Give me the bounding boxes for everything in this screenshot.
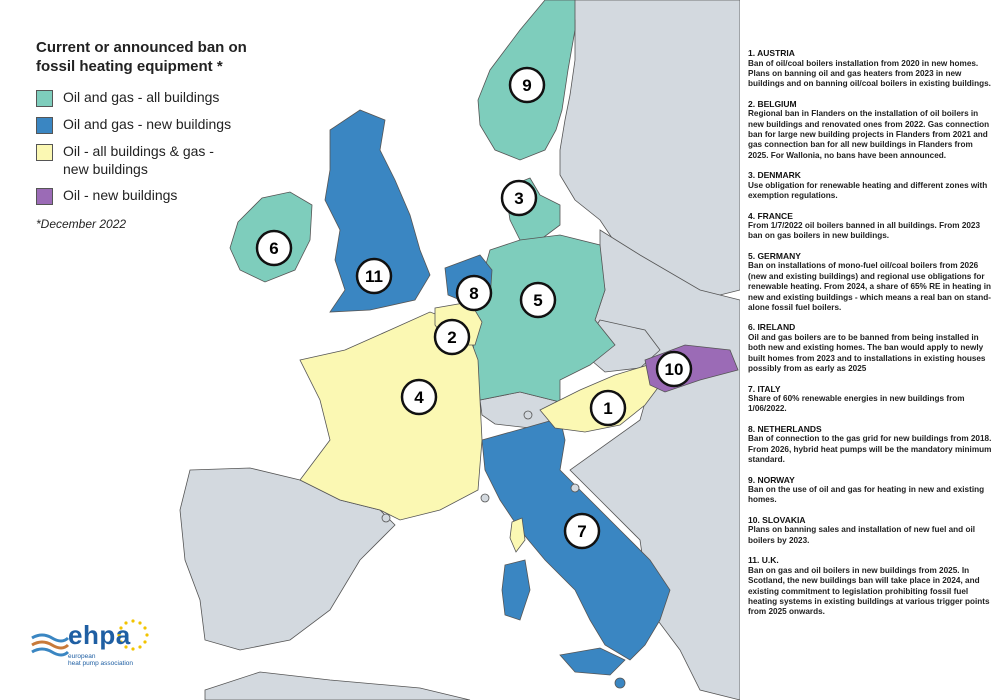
legend-item-oil-new — [36, 186, 296, 205]
marker-1-number: 1 — [603, 399, 613, 418]
legend-swatch — [36, 188, 53, 205]
marker-6 — [257, 231, 291, 265]
legend-item-oil-all-gas-new — [36, 142, 296, 178]
marker-5 — [521, 283, 555, 317]
legend-label: Oil and gas - all buildings — [63, 89, 220, 105]
marker-11-number: 11 — [365, 267, 383, 286]
marker-8-number: 8 — [469, 284, 479, 303]
note-ireland — [748, 322, 994, 374]
date-note: *December 2022 — [36, 217, 127, 231]
note-norway — [748, 475, 994, 506]
legend-title-line1: Current or announced ban on — [36, 39, 247, 56]
note-title: 2. BELGIUM — [748, 98, 797, 109]
legend-swatch — [36, 117, 53, 134]
note-slovakia — [748, 515, 994, 546]
marker-1 — [591, 391, 625, 425]
note-italy — [748, 384, 994, 415]
country-notes-panel — [748, 48, 994, 627]
marker-11 — [357, 259, 391, 293]
note-text: Plans on banning sales and installation of new fuel and oil boilers by 2023. — [748, 525, 976, 545]
map-legend — [36, 38, 296, 231]
dot-san-marino — [571, 484, 579, 492]
note-title: 6. IRELAND — [748, 322, 796, 333]
note-germany — [748, 251, 994, 314]
note-title: 4. FRANCE — [748, 210, 793, 221]
logo-subtitle-line2: heat pump association — [68, 660, 134, 667]
note-title: 11. U.K. — [748, 555, 779, 566]
legend-swatch — [36, 90, 53, 107]
marker-7-number: 7 — [577, 522, 587, 541]
legend-label: Oil and gas - new buildings — [63, 116, 232, 132]
note-text: From 1/7/2022 oil boilers banned in all buildings. From 2023 ban on gas boilers in new buildings. — [748, 221, 981, 241]
marker-9-number: 9 — [522, 76, 532, 95]
legend-swatch — [36, 144, 53, 161]
note-france — [748, 211, 994, 242]
note-title: 7. ITALY — [748, 383, 781, 394]
dot-liechtenstein — [524, 411, 532, 419]
note-text: Use obligation for renewable heating and different zones with exemption regulations. — [748, 180, 988, 201]
note-text: Ban of connection to the gas grid for new buildings from 2018. From 2026, hybrid heat pumps will be the mandatory minimum standard. — [748, 434, 992, 465]
note-title: 8. NETHERLANDS — [748, 423, 822, 434]
note-title: 9. NORWAY — [748, 474, 795, 485]
marker-2 — [435, 320, 469, 354]
marker-3 — [502, 181, 536, 215]
note-text: Ban on installations of mono-fuel oil/coal boilers from 2026 (new and existing buildings) and regional use obligations for renewable heating. From 2024, a share of 65% RE in heating in new and existing buildings - which means a real ban on stand-alone fossil fuel boilers. — [748, 261, 991, 312]
marker-2-number: 2 — [447, 328, 457, 347]
marker-10-number: 10 — [664, 360, 684, 379]
logo-waves-icon — [30, 624, 70, 664]
note-text: Regional ban in Flanders on the installation of oil boilers in new buildings and renovated ones from 2022. Gas connection ban for large new building projects in Flanders from 2021 and gas connection ban for all new buildings in Flanders from 2025. For Wallonia, no bans have been announced. — [748, 109, 990, 160]
note-uk — [748, 555, 994, 618]
marker-9 — [510, 68, 544, 102]
marker-5-number: 5 — [533, 291, 543, 310]
dot-andorra — [382, 514, 390, 522]
legend-label-line2: new buildings — [63, 161, 148, 177]
note-netherlands — [748, 424, 994, 466]
legend-item-oil-gas-new — [36, 115, 296, 134]
note-text: Ban of oil/coal boilers installation from 2020 in new homes. Plans on banning oil and gas heaters from 2023 in new buildings and on banning oil/coal boilers in existing buildings. — [748, 58, 991, 89]
marker-10 — [657, 352, 691, 386]
note-text: Ban on the use of oil and gas for heating in new and existing homes. — [748, 485, 985, 505]
legend-title-line2: fossil heating equipment * — [36, 58, 223, 75]
marker-4-number: 4 — [414, 388, 424, 407]
land-malta — [615, 678, 625, 688]
marker-6-number: 6 — [269, 239, 279, 258]
legend-label: Oil - new buildings — [63, 187, 178, 203]
marker-8 — [457, 276, 491, 310]
legend-item-oil-gas-all — [36, 88, 296, 107]
note-text: Ban on gas and oil boilers in new buildings from 2025. In Scotland, the new buildings ban will take place in 2024, and existing commitment to legislation prohibiting fossil fuel heating systems in existing buildings at various trigger points from 2025 onwards. — [748, 565, 990, 617]
note-title: 5. GERMANY — [748, 250, 801, 261]
logo-subtitle — [68, 653, 133, 667]
ehpa-logo — [30, 618, 150, 678]
marker-3-number: 3 — [514, 189, 524, 208]
logo-name: ehpa — [68, 620, 131, 650]
dot-monaco — [481, 494, 489, 502]
note-text: Share of 60% renewable energies in new buildings from 1/06/2022. — [748, 394, 965, 414]
note-denmark — [748, 170, 994, 201]
note-title: 3. DENMARK — [748, 170, 801, 181]
logo-subtitle-line1: european — [68, 653, 96, 660]
marker-7 — [565, 514, 599, 548]
legend-title — [36, 38, 296, 76]
note-text: Oil and gas boilers are to be banned from being installed in both new and existing homes. The ban would apply to newly built homes from 2023 and to installations in existing houses possibly from as early as 2025 — [748, 332, 986, 374]
note-austria — [748, 48, 994, 90]
note-belgium — [748, 99, 994, 162]
marker-4 — [402, 380, 436, 414]
note-title: 1. AUSTRIA — [748, 48, 795, 58]
note-title: 10. SLOVAKIA — [748, 514, 806, 525]
legend-label: Oil - all buildings & gas - — [63, 143, 214, 159]
